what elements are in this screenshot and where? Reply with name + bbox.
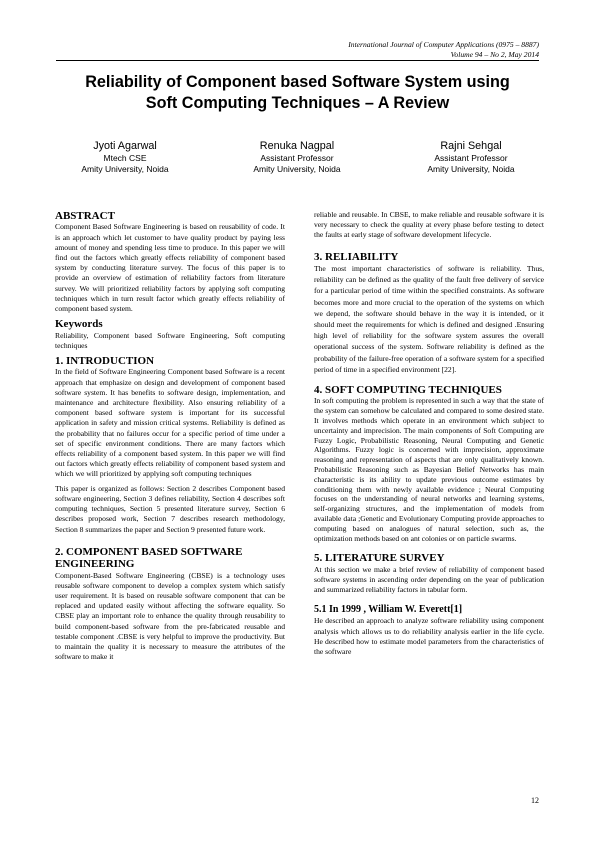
reliability-heading: 3. RELIABILITY xyxy=(314,250,399,263)
author-1 xyxy=(40,139,210,175)
author-3 xyxy=(386,139,556,175)
paper-title xyxy=(40,72,555,114)
journal-volume: Volume 94 – No 2, May 2014 xyxy=(450,50,539,59)
cbse-heading-line-2: ENGINEERING xyxy=(55,558,135,571)
author-role: Assistant Professor xyxy=(434,153,508,163)
soft-computing-paragraph: In soft computing the problem is represented in such a way that the state of the system can somehow be calculated and compared to some desired state. It involves methods which operate in an environment which subject to uncertainty and imprecision. The main components of Soft Computing are Fuzzy Logic, Probabilistic Reasoning, Neural Computing and Genetic Algorithms. Fuzzy logic is concerned with imprecision, approximate reasoning and representation of aspects that are only qualitatively known. Probabilistic Reasoning such as Bayesian Belief Networks has main characteristic is its ability to update previous outcome estimates by conditioning them with newly available evidence ; Neural Computing focuses on the understanding of neural networks and learning systems, self-organizing structures, and the implementation of models from available data ;Genetic and Evolutionary Computing provide approaches to computing based on analogues of natural selection, such as, the optimization methods based on ant colonies or on particle swarms. xyxy=(314,396,544,543)
keywords-text: Reliability, Component based Software Engineering, Soft computing techniques xyxy=(55,330,285,350)
keywords-heading: Keywords xyxy=(55,318,103,331)
page-number: 12 xyxy=(531,796,539,805)
subsection-heading: 5.1 In 1999 , William W. Everett[1] xyxy=(314,604,463,616)
author-role: Assistant Professor xyxy=(260,153,334,163)
title-line-1: Reliability of Component based Software System using xyxy=(85,73,510,91)
cbse-heading xyxy=(55,546,285,571)
right-column xyxy=(314,210,544,657)
cbse-heading-line-1: 2. COMPONENT BASED SOFTWARE xyxy=(55,545,243,558)
journal-header xyxy=(348,40,539,60)
header-rule xyxy=(56,60,539,61)
author-affiliation: Amity University, Noida xyxy=(253,164,341,174)
author-name: Renuka Nagpal xyxy=(259,140,335,152)
author-affiliation: Amity University, Noida xyxy=(427,164,515,174)
abstract-text: Component Based Software Engineering is based on reusability of code. It is an approach which let customer to have quality product by paying less amount of money and spending less time to produce. In this paper we will find out the factors which greatly effects reliability of component based system by conducting literature survey. The focus of this paper is to provide an overview of estimation of reliability factors from literature survey. We will prioritized reliability factors by applying soft computing techniques which in turn result factor which greatly effects reliability of component based system. xyxy=(55,222,285,314)
cbse-continued-paragraph: reliable and reusable. In CBSE, to make reliable and reusable software it is very necessary to check the quality at every phase before testing to detect the faults at early stage of software development lifecycle. xyxy=(314,210,544,240)
subsection-paragraph: He described an approach to analyze software reliability using component analysis which allows us to do reliability analysis earlier in the life cycle. He described how to estimate model parameters from the characteristics of the software xyxy=(314,616,544,657)
introduction-heading: 1. INTRODUCTION xyxy=(55,355,155,368)
soft-computing-heading: 4. SOFT COMPUTING TECHNIQUES xyxy=(314,384,502,397)
reliability-paragraph: The most important characteristics of software is reliability. Thus, reliability can be defined as the quality of the fault free delivery of service for a particular period of time within the specified constraints. As software becomes more and more crucial to the operation of the systems on which we depend, the software should behave in the way it is intended, or it should meet the requirements for which is defined and designed .Ensuring high level of reliability for the software system assures the overall operational success of the system. Software reliability is defined as the probability of the failure-free operation of a software system for a specified period of time in a specified environment [22]. xyxy=(314,264,544,374)
introduction-paragraph: In the field of Software Engineering Component based Software is a recent approach that emphasize on design and development of component based software system. It has benefits to software design, implementation, and maintenance and architecture flexibility. Also ensuring reliability of a component based software system is important for its successful application in safety and mission critical systems. Reliability is defined as the probability that no failures occur for a specific period of time under a set of specific environment conditions. There are many factors which effects reliability of a component based system. In this paper we will find out factors which greatly effects reliability of component based system and which we will prioritized by applying soft computing techniques xyxy=(55,367,285,479)
literature-survey-paragraph: At this section we make a brief review of reliability of component based software systems in ascending order depending on the year of publication and summarized reliability factors in tabular form. xyxy=(314,564,544,595)
author-affiliation: Amity University, Noida xyxy=(81,164,169,174)
author-name: Rajni Sehgal xyxy=(440,140,502,152)
title-line-2: Soft Computing Techniques – A Review xyxy=(145,94,450,112)
cbse-paragraph: Component-Based Software Engineering (CBSE) is a technology uses reusable software component to develop a complex system which satisfy user requirement. It is based on reusable software component that can be replaced and updated easily without affecting the software equality. So CBSE play an important role to enhance the quality through reusability to build component-based software from the pre-fabricated reusable and testable component .CBSE is very helpful to improve the productivity. But to maintain the quality it is necessary to measure the attributes of the software to make it xyxy=(55,570,285,662)
abstract-heading: ABSTRACT xyxy=(55,210,115,222)
author-role: Mtech CSE xyxy=(103,153,147,163)
literature-survey-heading: 5. LITERATURE SURVEY xyxy=(314,552,445,565)
author-name: Jyoti Agarwal xyxy=(93,140,157,152)
left-column xyxy=(55,210,285,662)
journal-name: International Journal of Computer Applications (0975 – 8887) xyxy=(348,40,539,49)
introduction-paragraph: This paper is organized as follows: Section 2 describes Component based software engineering, Section 3 defines reliability, Section 4 describes soft computing techniques, Section 5 presented literature survey, Section 6 describes proposed work, Section 7 describes research methodology, Section 8 summarizes the paper and Section 9 presented future work. xyxy=(55,483,285,534)
author-2 xyxy=(212,139,382,175)
